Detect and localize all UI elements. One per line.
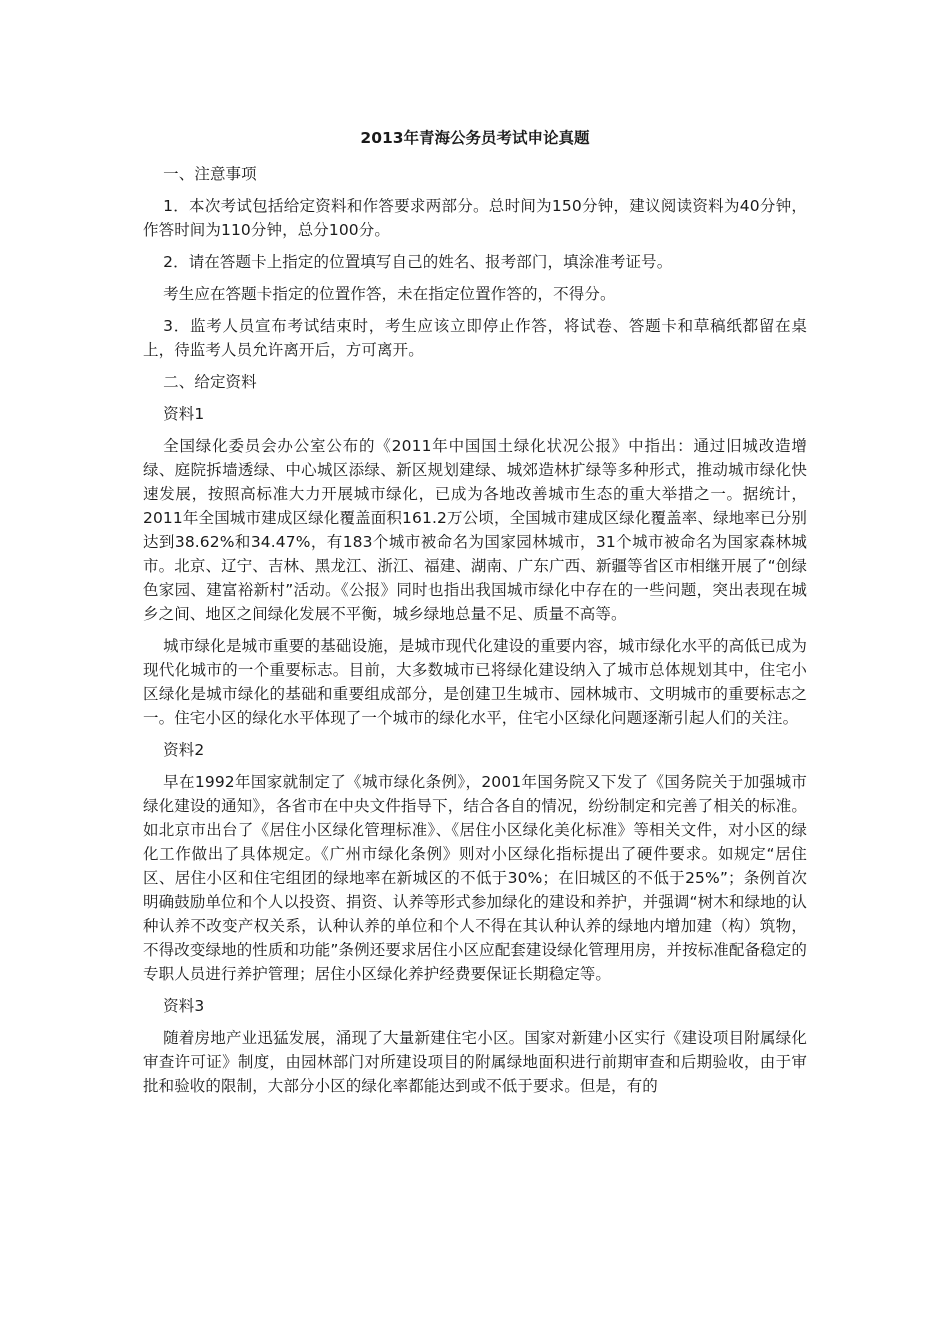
paragraph: 3．监考人员宣布考试结束时，考生应该立即停止作答，将试卷、答题卡和草稿纸都留在桌上，待监考人员允许离开后，方可离开。	[143, 317, 807, 359]
section-heading-notes: 一、注意事项	[163, 165, 257, 183]
paragraph: 2．请在答题卡上指定的位置填写自己的姓名、报考部门，填涂准考证号。	[163, 253, 673, 271]
material-heading-2: 资料2	[163, 741, 205, 759]
paragraph: 早在1992年国家就制定了《城市绿化条例》，2001年国务院又下发了《国务院关于加强城市绿化建设的通知》，各省市在中央文件指导下，结合各自的情况，纷纷制定和完善了相关的标准。如北京市出台了《居住小区绿化管理标准》、《居住小区绿化美化标准》等相关文件，对小区的绿化工作做出了具体规定。《广州市绿化条例》则对小区绿化指标提出了硬件要求。如规定“居住区、居住小区和住宅组团的绿地率在新城区的不低于30%；在旧城区的不低于25%”；条例首次明确鼓励单位和个人以投资、捐资、认养等形式参加绿化的建设和养护，并强调“树木和绿地的认种认养不改变产权关系，认种认养的单位和个人不得在其认种认养的绿地内增加建（构）筑物，不得改变绿地的性质和功能”条例还要求居住小区应配套建设绿化管理用房，并按标准配备稳定的专职人员进行养护管理；居住小区绿化养护经费要保证长期稳定等。	[143, 773, 807, 983]
section-heading-materials: 二、给定资料	[163, 373, 257, 391]
paragraph: 随着房地产业迅猛发展，涌现了大量新建住宅小区。国家对新建小区实行《建设项目附属绿化审查许可证》制度，由园林部门对所建设项目的附属绿地面积进行前期审查和后期验收，由于审批和验收的限制，大部分小区的绿化率都能达到或不低于要求。但是，有的	[143, 1029, 807, 1095]
paragraph: 1．本次考试包括给定资料和作答要求两部分。总时间为150分钟，建议阅读资料为40分钟，作答时间为110分钟，总分100分。	[143, 197, 807, 239]
paragraph: 城市绿化是城市重要的基础设施，是城市现代化建设的重要内容，城市绿化水平的高低已成为现代化城市的一个重要标志。目前，大多数城市已将绿化建设纳入了城市总体规划其中，住宅小区绿化是城市绿化的基础和重要组成部分，是创建卫生城市、园林城市、文明城市的重要标志之一。住宅小区的绿化水平体现了一个城市的绿化水平，住宅小区绿化问题逐渐引起人们的关注。	[143, 637, 807, 727]
material-heading-1: 资料1	[163, 405, 205, 423]
paragraph: 考生应在答题卡指定的位置作答，未在指定位置作答的，不得分。	[163, 285, 616, 303]
material-heading-3: 资料3	[163, 997, 205, 1015]
document-title: 2013年青海公务员考试申论真题	[360, 129, 590, 147]
document-page	[143, 126, 807, 1106]
paragraph: 全国绿化委员会办公室公布的《2011年中国国土绿化状况公报》中指出：通过旧城改造增绿、庭院拆墙透绿、中心城区添绿、新区规划建绿、城郊造林扩绿等多种形式，推动城市绿化快速发展，按照高标准大力开展城市绿化，已成为各地改善城市生态的重大举措之一。据统计，2011年全国城市建成区绿化覆盖面积161.2万公顷，全国城市建成区绿化覆盖率、绿地率已分别达到38.62%和34.47%，有183个城市被命名为国家园林城市，31个城市被命名为国家森林城市。北京、辽宁、吉林、黑龙江、浙江、福建、湖南、广东广西、新疆等省区市相继开展了“创绿色家园、建富裕新村”活动。《公报》同时也指出我国城市绿化中存在的一些问题，突出表现在城乡之间、地区之间绿化发展不平衡，城乡绿地总量不足、质量不高等。	[143, 437, 807, 623]
